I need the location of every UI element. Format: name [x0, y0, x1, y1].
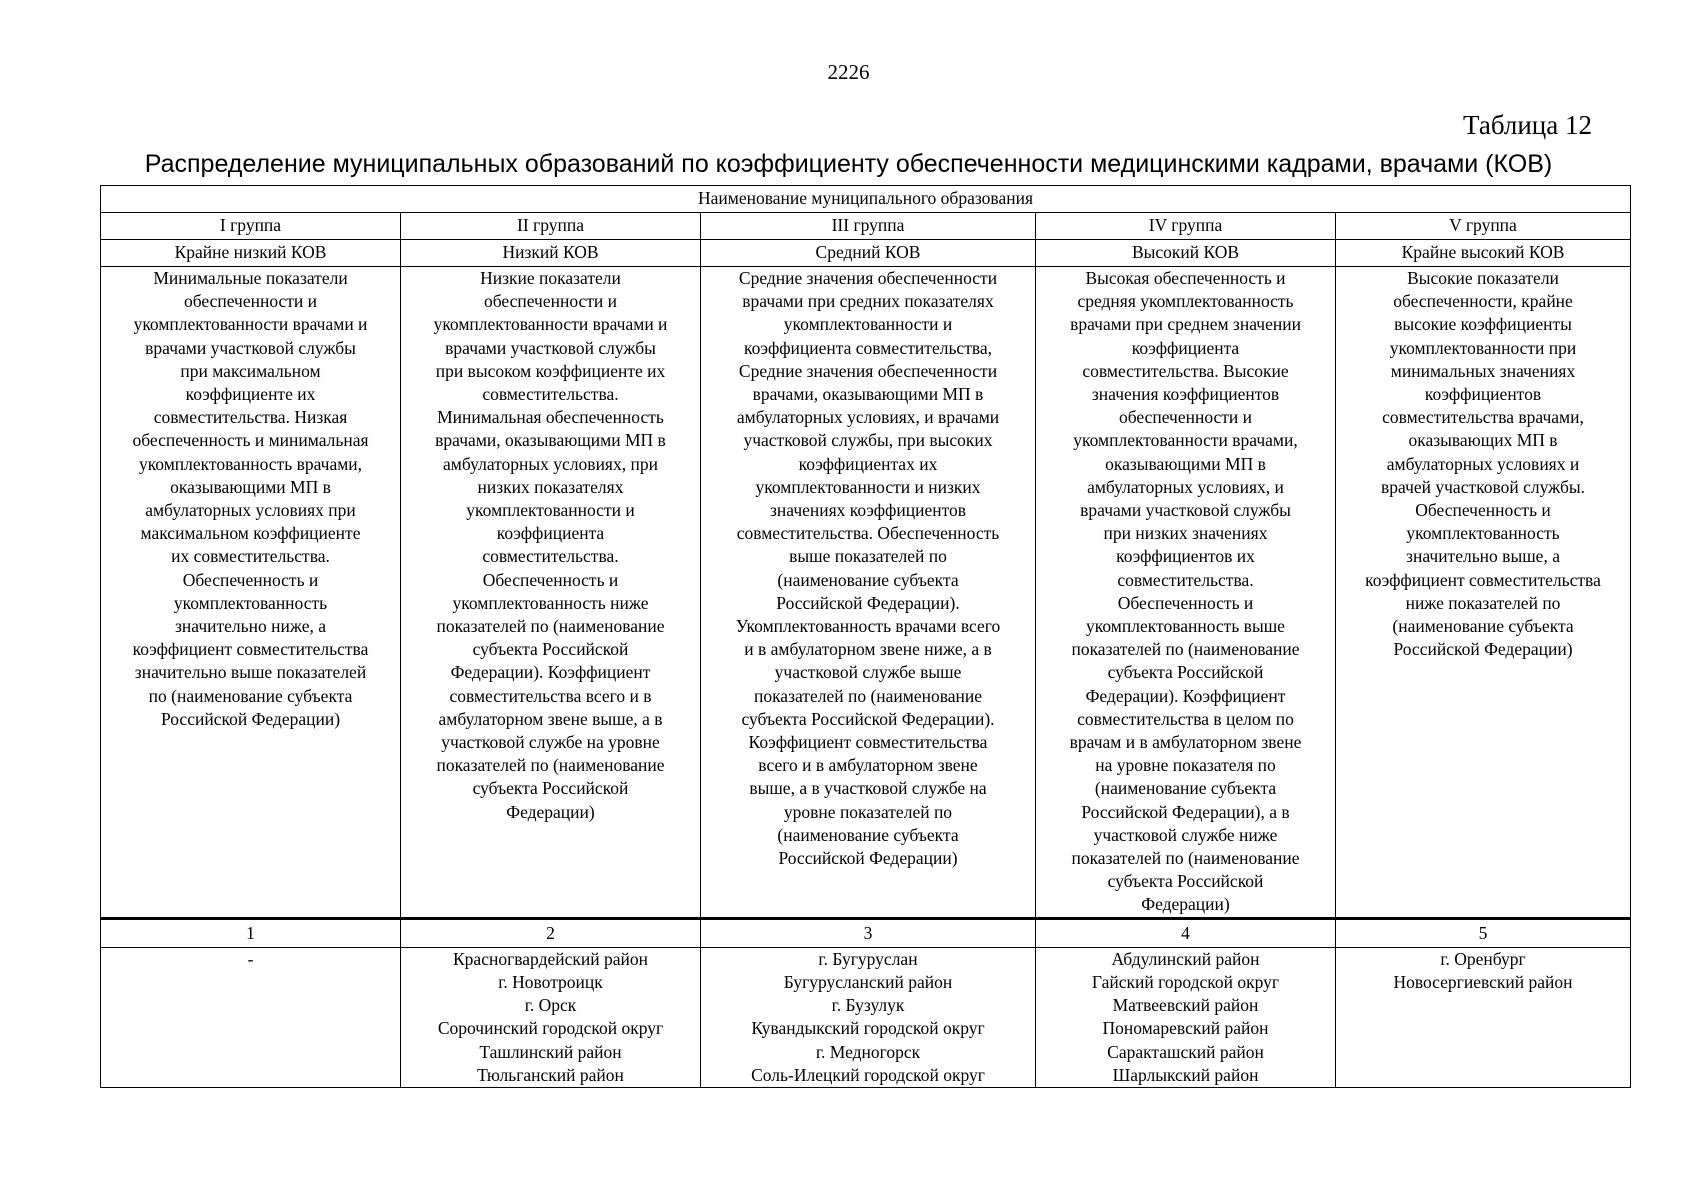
municipalities-group-4: Абдулинский район Гайский городской округ Матвеевский район Пономаревский район Саракташский район Шарлыкский район [1036, 947, 1336, 1087]
group-description-1: Минимальные показатели обеспеченности и укомплектованности врачами и врачами участковой службы при максимальном коэффициенте их совместительства. Низкая обеспеченность и минимальная укомплектованность врачами, оказывающими МП в амбулаторных условиях при максимальном коэффициенте их совместительства. Обеспеченность и укомплектованность значительно ниже, а коэффициент совместительства значительно выше показателей по (наименование субъекта Российской Федерации) [101, 267, 401, 919]
page-number: 2226 [827, 60, 870, 84]
group-name-4: IV группа [1036, 213, 1336, 240]
column-number-2: 2 [401, 918, 701, 947]
group-name-3: III группа [701, 213, 1036, 240]
column-number-4: 4 [1036, 918, 1336, 947]
column-number-5: 5 [1336, 918, 1631, 947]
table-title: Распределение муниципальных образований по коэффициенту обеспеченности медицинскими кадрами, врачами (КОВ) [144, 150, 1553, 178]
municipalities-row [101, 947, 1631, 1087]
group-name-row [101, 213, 1631, 240]
municipalities-group-2: Красногвардейский район г. Новотроицк г. Орск Сорочинский городской округ Ташлинский район Тюльганский район [401, 947, 701, 1087]
column-number-1: 1 [101, 918, 401, 947]
group-level-1: Крайне низкий КОВ [101, 240, 401, 267]
group-name-5: V группа [1336, 213, 1631, 240]
group-level-3: Средний КОВ [701, 240, 1036, 267]
group-description-row [101, 267, 1631, 919]
group-name-1: I группа [101, 213, 401, 240]
municipalities-group-3: г. Бугуруслан Бугурусланский район г. Бузулук Кувандыкский городской округ г. Медногорск Соль-Илецкий городской округ [701, 947, 1036, 1087]
group-name-2: II группа [401, 213, 701, 240]
group-description-3: Средние значения обеспеченности врачами при средних показателях укомплектованности и коэффициента совместительства, Средние значения обеспеченности врачами, оказывающими МП в амбулаторных условиях, и врачами участковой службы, при высоких коэффициентах их укомплектованности и низких значениях коэффициентов совместительства. Обеспеченность выше показателей по (наименование субъекта Российской Федерации). Укомплектованность врачами всего и в амбулаторном звене ниже, а в участковой службе выше показателей по (наименование субъекта Российской Федерации). Коэффициент совместительства всего и в амбулаторном звене выше, а в участковой службе на уровне показателей по (наименование субъекта Российской Федерации) [701, 267, 1036, 919]
group-level-5: Крайне высокий КОВ [1336, 240, 1631, 267]
group-level-4: Высокий КОВ [1036, 240, 1336, 267]
group-description-4: Высокая обеспеченность и средняя укомплектованность врачами при среднем значении коэффициента совместительства. Высокие значения коэффициентов обеспеченности и укомплектованности врачами, оказывающими МП в амбулаторных условиях, и врачами участковой службы при низких значениях коэффициентов их совместительства. Обеспеченность и укомплектованность выше показателей по (наименование субъекта Российской Федерации). Коэффициент совместительства в целом по врачам и в амбулаторном звене на уровне показателя по (наименование субъекта Российской Федерации), а в участковой службе ниже показателей по (наименование субъекта Российской Федерации) [1036, 267, 1336, 919]
group-description-5: Высокие показатели обеспеченности, крайне высокие коэффициенты укомплектованности при минимальных значениях коэффициентов совместительства врачами, оказывающих МП в амбулаторных условиях и врачей участковой службы. Обеспеченность и укомплектованность значительно выше, а коэффициент совместительства ниже показателей по (наименование субъекта Российской Федерации) [1336, 267, 1631, 919]
municipalities-group-1: - [101, 947, 401, 1087]
group-level-2: Низкий КОВ [401, 240, 701, 267]
column-number-row [101, 918, 1631, 947]
group-level-row [101, 240, 1631, 267]
distribution-table [100, 185, 1631, 1088]
column-number-3: 3 [701, 918, 1036, 947]
table-header-row [101, 186, 1631, 213]
group-description-2: Низкие показатели обеспеченности и укомплектованности врачами и врачами участковой службы при высоком коэффициенте их совместительства. Минимальная обеспеченность врачами, оказывающими МП в амбулаторных условиях, при низких показателях укомплектованности и коэффициента совместительства. Обеспеченность и укомплектованность ниже показателей по (наименование субъекта Российской Федерации). Коэффициент совместительства всего и в амбулаторном звене выше, а в участковой службе на уровне показателей по (наименование субъекта Российской Федерации) [401, 267, 701, 919]
table-label: Таблица 12 [1463, 110, 1592, 140]
municipalities-group-5: г. Оренбург Новосергиевский район [1336, 947, 1631, 1087]
table-header-cell: Наименование муниципального образования [101, 186, 1631, 213]
